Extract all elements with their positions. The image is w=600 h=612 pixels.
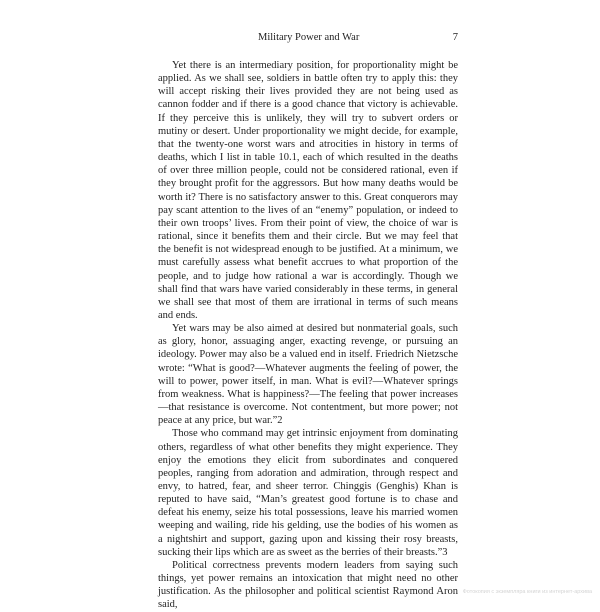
paragraph: Political correctness prevents modern leaders from saying such things, yet power remains an intoxication that might need no other justification. As the philosopher and political scientist Raymond Aron said, — [158, 559, 458, 611]
paragraph: Yet there is an intermediary position, for proportionality might be applied. As we shall see, soldiers in battle often try to apply this: they will accept risking their lives provided they are not being used as cannon fodder and if there is a good chance that victory is achievable. If they perceive this is unlikely, they will try to subvert orders or mutiny or desert. Under proportionality we might decide, for example, that the twenty-one worst wars and atrocities in history in terms of deaths, which I list in table 10.1, each of which resulted in the deaths of over three million people, could not be considered rational, even if they brought profit for the aggressors. But how many deaths would be worth it? There is no satisfactory answer to this. Great conquerors may pay scant attention to the lives of an “enemy” population, or indeed to their own troops’ lives. From their point of view, the choice of war is rational, since it benefits them and their circle. But we may feel that the benefit is not widespread enough to be justified. At a minimum, we must carefully assess what benefit accrues to what proportion of the people, and to judge how rational a war is accordingly. Though we shall find that wars have varied considerably in these terms, in general we shall see that most of them are irrational in terms of such means and ends. — [158, 60, 458, 321]
body-text — [158, 59, 458, 612]
paragraph: Those who command may get intrinsic enjoyment from dominating others, regardless of what other benefits they might experience. They enjoy the emotions they elicit from subordinates and conquered peoples, ranging from adoration and admiration, through respect and envy, to hatred, fear, and sheer terror. Chinggis (Genghis) Khan is reputed to have said, “Man’s greatest good fortune is to chase and defeat his enemy, seize his total possessions, leave his married women weeping and wailing, ride his gelding, use the bodies of his women as a nightshirt and support, gazing upon and kissing their rosy breasts, sucking their lips which are as sweet as the berries of their breasts.”3 — [158, 428, 458, 558]
page-number: 7 — [452, 32, 458, 43]
watermark: Фотокопия с экземпляра книги из интернет-архива — [462, 589, 592, 595]
paragraph: Yet wars may be also aimed at desired but nonmaterial goals, such as glory, honor, assuaging anger, exacting revenge, or pursuing an ideology. Power may also be a valued end in itself. Friedrich Nietzsche wrote: “What is good?—Whatever augments the feeling of power, the will to power, power itself, in man. What is evil?—Whatever springs from weakness. What is happiness?—The feeling that power increases—that resistance is overcome. Not contentment, but more power; not peace at any price, but war.”2 — [158, 323, 458, 427]
running-head-title: Military Power and War — [258, 32, 360, 43]
